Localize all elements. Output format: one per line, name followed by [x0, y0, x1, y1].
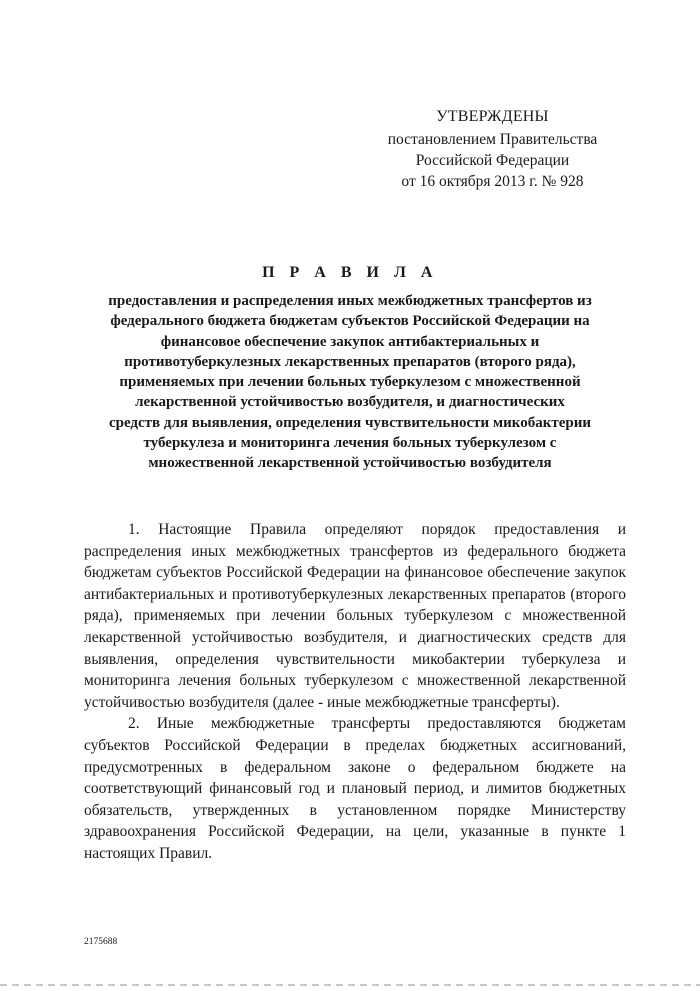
rules-heading: П Р А В И Л А	[262, 264, 438, 281]
paragraph-1: 1. Настоящие Правила определяют порядок предоставления и распределения иных межбюджетных трансфертов из федерального бюджета бюджетам субъектов Российской Федерации на финансовое обеспечение закупок антибактериальных и противотуберкулезных лекарственных препаратов (второго ряда), применяемых при лечении больных туберкулезом с множественной лекарственной устойчивостью возбудителя, и диагностических средств для выявления, определения чувствительности микобактерии туберкулеза и мониторинга лечения больных туберкулезом с множественной лекарственной устойчивостью возбудителя (далее - иные межбюджетные трансферты).	[84, 521, 626, 711]
document-number: 2175688	[84, 937, 118, 947]
approval-line-government: Российской Федерации	[415, 152, 570, 169]
approval-line-date: от 16 октября 2013 г. № 928	[401, 173, 584, 190]
approval-heading: УТВЕРЖДЕНЫ	[436, 108, 549, 125]
paragraph-2: 2. Иные межбюджетные трансферты предоставляются бюджетам субъектов Российской Федерации в пределах бюджетных ассигнований, предусмотренных в федеральном законе о федеральном бюджете на соответствующий финансовый год и плановый период, и лимитов бюджетных обязательств, утвержденных в установленном порядке Министерству здравоохранения Российской Федерации, на цели, указанные в пункте 1 настоящих Правил.	[84, 715, 626, 862]
approval-block	[370, 106, 615, 192]
scan-edge-line	[0, 984, 700, 986]
approval-line-resolution: постановлением Правительства	[387, 131, 598, 148]
rules-subtitle: предоставления и распределения иных межбюджетных трансфертов из федерального бюджета бюджетам субъектов Российской Федерации на финансовое обеспечение закупок антибактериальных и противотуберкулезных лекарственных препаратов (второго ряда), применяемых при лечении больных туберкулезом с множественной лекарственной устойчивостью возбудителя, и диагностических средств для выявления, определения чувствительности микобактерии туберкулеза и мониторинга лечения больных туберкулезом с множественной лекарственной устойчивостью возбудителя	[108, 293, 592, 472]
document-body	[84, 519, 626, 865]
